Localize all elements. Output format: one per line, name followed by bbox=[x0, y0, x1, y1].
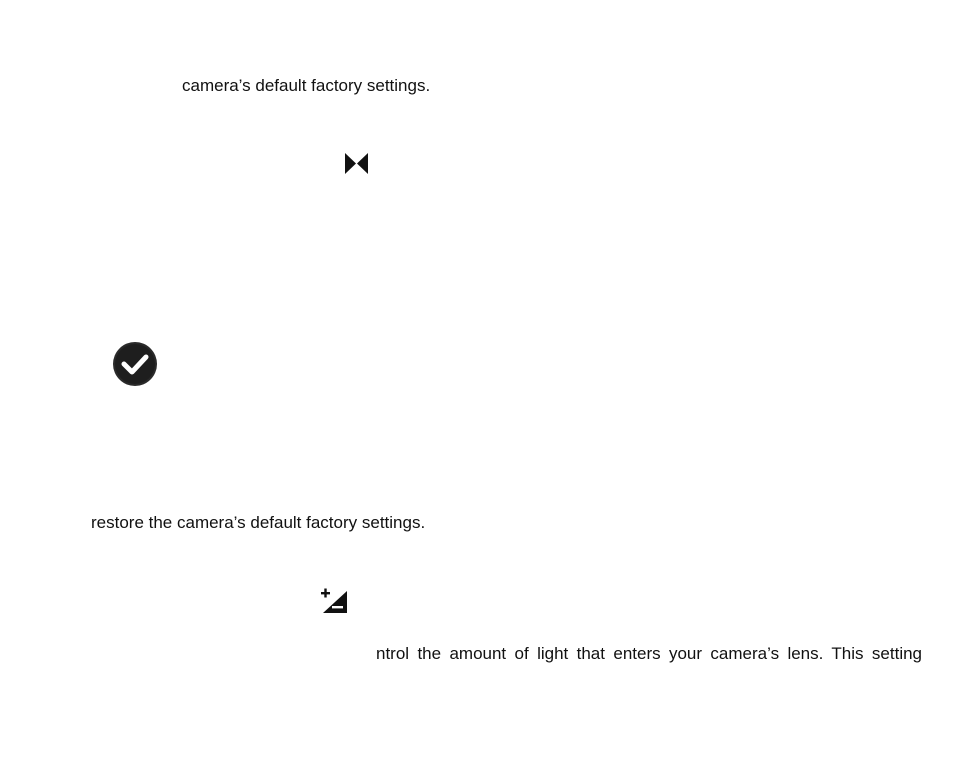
white-balance-icon bbox=[344, 152, 369, 175]
exposure-compensation-icon bbox=[320, 588, 348, 614]
text-line-factory-settings: camera’s default factory settings. bbox=[182, 76, 431, 95]
text-line-restore-settings: restore the camera’s default factory settings. bbox=[91, 513, 426, 532]
text-line-exposure-description: ntrol the amount of light that enters your camera’s lens. This setting bbox=[376, 644, 922, 663]
checkmark-circle-icon bbox=[112, 341, 158, 387]
